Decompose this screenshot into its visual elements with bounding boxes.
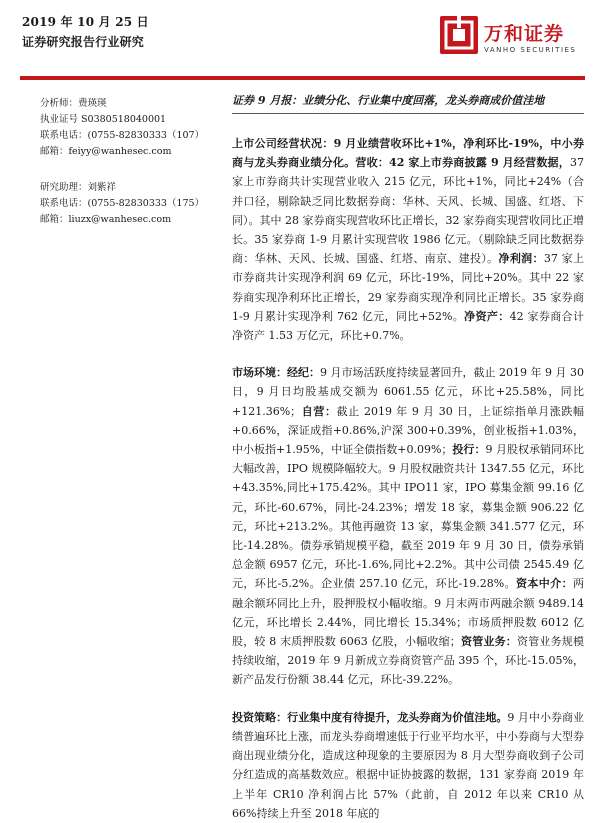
proprietary-lead: 自营： <box>301 404 337 418</box>
analyst-license: 执业证号 S0380518040001 <box>40 114 167 125</box>
paragraph-strategy <box>232 708 584 823</box>
analyst-email: 邮箱：feiyy@wanhesec.com <box>40 146 172 157</box>
strategy-body: 9 月中小券商业绩普遍环比上涨，而龙头券商增速低于行业平均水平，中小券商与大型券商出现业绩分化，造成这种现象的主要原因为 8 月大型券商收到子公司分红造成的高基数效应。根据中证协披露的数据，131 家券商 2019 年上半年 CR10 净利润占比 57%（此前，自 2012 年以来 CR10 从 66%持续上升至 2018 年底的 <box>232 710 584 820</box>
logo-name: 万和证券 <box>484 23 565 45</box>
report-title: 证券 9 月报：业绩分化、行业集中度回落，龙头券商成价值洼地 <box>232 92 584 114</box>
assistant-phone: 联系电话：(0755-82830333（175） <box>40 198 205 209</box>
operations-lead: 上市公司经营状况：9 月业绩营收环比+1%，净利环比-19%，中小券商与龙头券商业绩分化。营收：42 家上市券商披露 9 月经营数据， <box>232 137 584 170</box>
logo-english: VANHO SECURITIES <box>484 46 577 54</box>
analyst-phone: 联系电话：(0755-82830333（107） <box>40 130 205 141</box>
analyst-name: 分析师：费瑛瑛 <box>40 98 107 109</box>
report-type: 证券研究报告行业研究 <box>22 35 145 49</box>
asset-mgmt-lead: 资管业务： <box>460 635 517 649</box>
capital-body: 两融余额环同比上升，股押股权小幅收缩。9 月末两市两融余额 9489.14 亿元，环比增长 2.44%，同比增长 15.34%；市场质押股数 6012 亿股，较 8 末质押股数 6063 亿股，小幅收缩； <box>232 577 584 649</box>
ib-body: 9 月股权承销同环比大幅改善，IPO 规模降幅较大。9 月股权融资共计 1347.55 亿元，环比+43.35%,同比+175.42%。其中 IPO11 家，IPO 募集金额 99.16 亿元，环比-60.67%，同比-24.23%；增发 18 家，募集金额 906.22 亿元，环比+213.2%。其他再融资 13 家，募集金额 341.577 亿元，环比-14.28%。债券承销规模平稳，截至 2019 年 9 月 30 日，债券承销总金额 6957 亿元，环比-1.6%,同比+2.2%。其中公司债 2545.49 亿元，环比-5.2%。企业债 257.10 亿元，环比-19.28%。 <box>232 443 585 591</box>
ib-lead: 投行： <box>452 443 486 457</box>
capital-lead: 资本中介： <box>516 577 573 591</box>
header-rule <box>20 76 585 80</box>
report-date: 2019 年 10 月 25 日 <box>22 15 149 29</box>
logo-mark-icon <box>440 16 478 54</box>
asset-mgmt-body: 资管业务规模持续收缩，2019 年 9 月新成立券商资管产品 395 个，环比-15.05%，新产品发行份额 38.44 亿元，环比-39.22%。 <box>232 635 585 687</box>
paragraph-operations <box>232 134 584 345</box>
strategy-lead: 投资策略：行业集中度有待提升，龙头券商为价值洼地。 <box>232 710 508 724</box>
company-logo <box>440 10 590 76</box>
operations-body: 37 家上市券商共计实现营业收入 215 亿元，环比+1%，同比+24%（合并口径，剔除缺乏同比数据券商：华林、天风、长城、国盛、红塔、下同）。其中 28 家券商实现营收环比正增长，32 家券商实现营收同比正增长。35 家券商 1-9 月累计实现营收 1986 亿元。（剔除缺乏同比数据券商：华林、天风、长城、国盛、红塔、南京、建投）。 <box>232 156 584 266</box>
net-assets-lead: 净资产： <box>464 309 510 323</box>
assistant-email: 邮箱：liuzx@wanhesec.com <box>40 214 172 225</box>
paragraph-market <box>232 363 584 689</box>
net-assets-body: 42 家券商合计净资产 1.53 万亿元，环比+0.7%。 <box>232 309 585 343</box>
net-profit-body: 37 家上市券商共计实现净利润 69 亿元，环比-19%，同比+20%。其中 22 家券商实现净利环比正增长，29 家券商实现净利同比正增长。35 家券商 1-9 月累计实现净利 762 亿元，同比+52%。 <box>232 252 585 323</box>
report-header <box>22 12 149 52</box>
market-body: 9 月市场活跃度持续显著回升，截止 2019 年 9 月 30 日，9 月日均股基成交额为 6061.55 亿元，环比+25.58%，同比+121.36%； <box>232 366 585 418</box>
market-lead: 市场环境：经纪： <box>232 366 321 380</box>
proprietary-body: 截止 2019 年 9 月 30 日，上证综指单月涨跌幅+0.66%，深证成指+0.86%,沪深 300+0.39%，创业板指+1.03%，中小板指+1.95%，中证全债指数+0.09%； <box>232 404 585 457</box>
report-body <box>232 92 584 823</box>
net-profit-lead: 净利润： <box>498 252 544 266</box>
assistant-name: 研究助理：刘紫祥 <box>40 182 117 193</box>
analyst-info <box>40 96 205 228</box>
